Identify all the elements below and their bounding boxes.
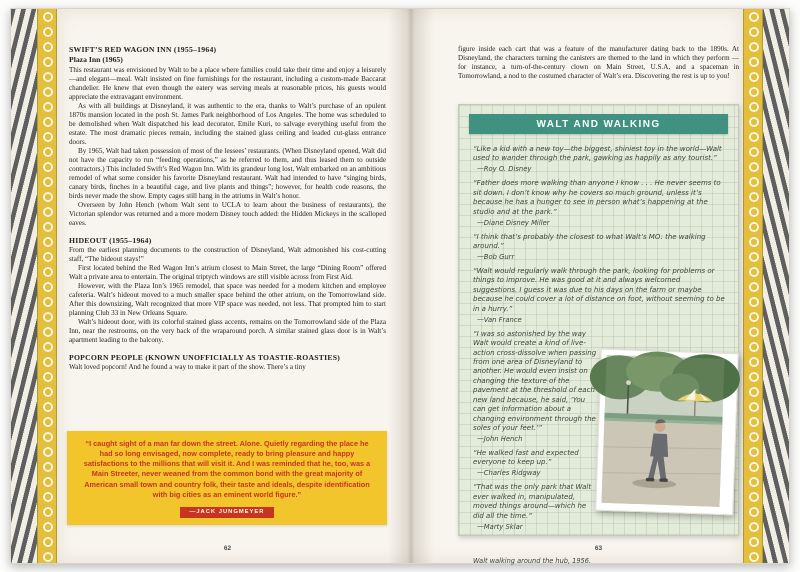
paragraph: Walt loved popcorn! And he found a way to make it part of the show. There’s a tiny [69,363,306,371]
continuation-paragraph: figure inside each cart that was a feature of the manufacturer dating back to the 1890s. At Disneyland, the characters turning the canisters are themed to the land in which they perform — for instance, a turn-of-the-century clown on Main Street, U.S.A, and a spaceman in Tomorrowland, a nod to the costumed character of Walt’s era. Discovering the rest is up to you! [458,45,739,80]
zigzag-stripe-pattern [763,9,789,563]
paragraph: Overseen by John Hench (whom Walt sent to UCLA to learn about the business of restaurants), the Victorian splendor was returned and a more modern Disney touch added: the Hidden Mickeys in the scalloped eaves. [69,201,386,227]
quote-text: “Father does more walking than anyone I know . . . He never seems to sit down. I don’t know why he covers so much ground, unless it’s because he has a hunger to see in person what’s happening at the studio and at the park.” [473,179,721,216]
paragraph: However, with the Plaza Inn’s 1965 remodel, that space was needed for a modern kitchen and employee cafeteria. Walt’s hideout moved to a much smaller space behind the other atrium, on the Tomorrowland side. After this downsizing, Walt recognized that more VIP space was needed, not less. That prompted him to start planning Club 33 in New Orleans Square. [69,282,386,317]
pull-quote-attribution: —JACK JUNGMEYER [180,507,275,518]
section-paragraphs [69,363,386,372]
sidebar-quote [473,330,597,443]
endpaper-pattern-right [743,9,789,563]
section-popcorn-people [69,353,386,372]
section-paragraphs [69,246,386,345]
open-pages [57,9,743,563]
quote-text: “I think that’s probably the closest to what Walt’s MO: the walking around.” [473,232,706,251]
page-gutter-shadow [388,9,434,563]
section-hideout [69,236,386,345]
walt-photo-illustration [601,355,724,507]
sidebar-quote [473,233,726,261]
yellow-rings-pattern [743,9,763,563]
paragraph: By 1965, Walt had taken possession of most of the lessees’ restaurants. (When Disneyland opened, Walt did not have the capacity to run “feeding operations,” as he referred to them, and thus leased them to outside contractors.) This included Swift’s Red Wagon Inn. With its grandeur long lost, Walt embarked on an ambitious remodel of what some consider his favorite Disneyland restaurant. Walt had intended to have “singing birds, canary birds, finches in a beautiful cage, and live plants and things”; however, for health code reasons, the birds never made the show. Empty cages still hang in the atriums in Walt’s honor. [69,147,386,200]
section-paragraphs [69,66,386,228]
section-heading: SWIFT’S RED WAGON INN (1955–1964) [69,45,217,54]
yellow-rings-pattern [37,9,57,563]
quote-attribution: —Van France [477,315,522,324]
pull-quote-text: “I caught sight of a man far down the street. Alone. Quietly regarding the place he had so long envisaged, now complete, ready to bring pleasure and happy satisfactions to the millions that will visit it. And I was reminded that he, too, was a Main Streeter, never weaned from the common bond with the great majority of American small town and country folk, their taste and ideals, despite identification with big cities as an eminent world figure.” [83,438,371,499]
sidebar-quote [473,145,726,173]
page-left-content [69,45,386,372]
sidebar-quote [473,483,597,530]
quote-text: “He walked fast and expected everyone to keep up.” [473,449,579,467]
section-heading: HIDEOUT (1955–1964) [69,236,152,245]
sidebar-quote [473,179,726,226]
quote-attribution: —Roy O. Disney [477,165,532,174]
section-heading: POPCORN PEOPLE (KNOWN UNOFFICIALLY AS TOASTIE-ROASTIES) [69,353,341,362]
endpaper-pattern-left [11,9,57,563]
paragraph: Walt’s hideout door, with its colorful stained glass accents, remains on the Tomorrowland side of the Plaza Inn, near the restrooms, on the very back of the wraparound porch. A similar stained glass door is in Walt’s apartment leading to the balcony. [69,318,386,344]
paragraph: From the earliest planning documents to the construction of Disneyland, Walt admonished his cost-cutting staff, “The hideout stays!” [69,246,386,263]
quote-text: “That was the only park that Walt ever walked in, manipulated, moved things around—which he did all the time.” [473,483,592,520]
quote-text: “Walt would regularly walk through the park, looking for problems or things to improve. He was good at it and always welcomed suggestions. I guess it was due to his days on the farm or maybe because he could cover a lot of distance on foot, without seeming to be in a hurry.” [473,267,725,313]
quote-attribution: —Diane Disney Miller [477,218,550,227]
quote-attribution: —Bob Gurr [477,253,515,261]
section-red-wagon-inn [69,45,386,228]
page-number-right: 63 [594,545,603,552]
photo-caption: Walt walking around the hub, 1956. [473,556,592,565]
sidebar-quote [473,449,597,477]
sidebar-quote [473,267,726,324]
paragraph: First located behind the Red Wagon Inn’s atrium closest to Main Street, the large “Dining Room” offered Walt a private area to entertain. The original triptych windows are still visible across from First Aid. [69,264,386,281]
walt-walking-photo [595,349,739,516]
paragraph: As with all buildings at Disneyland, it was authentic to the era, thanks to Walt’s purchase of an opulent 1870s mansion located in the posh St. James Park neighborhood of Los Angeles. The home was scheduled to be demolished when Walt dispatched his lead decorator, Emile Kuri, to salvage everything useful from the estate. The most dramatic pieces remain, including the stained glass ceiling and leaded cut-glass entrance doors. [69,102,386,146]
quote-attribution: —Marty Sklar [477,522,523,531]
page-number-left: 62 [223,545,232,552]
quote-text: “Like a kid with a new toy—the biggest, shiniest toy in the world—Walt used to wander through the park, gawking as happily as any tourist.” [473,145,722,163]
quote-attribution: —John Hench [477,435,523,443]
quote-attribution: —Charles Ridgway [477,469,541,478]
zigzag-stripe-pattern [11,9,37,563]
pull-quote-box [67,431,387,525]
section-subheading: Plaza Inn (1965) [69,55,123,64]
paragraph: This restaurant was envisioned by Walt to be a place where families could take their time and enjoy a leisurely—and elegant—meal. Walt insisted on fine furnishings for the restaurant, including a custom-made Baccarat chandelier. He knew that even though the eatery was serving meals at reasonable prices, his guests would appreciate the extravagant environment. [69,66,386,101]
sidebar-title: WALT AND WALKING [469,114,728,134]
quote-text: “I was so astonished by the way Walt would create a kind of live-action cross-dissolve when passing from one area of Disneyland to another. He would even insist on changing the texture of the pavement at the threshold of each new land because, he said, ‘You can get information about a changing environment through the soles of your feet.’” [473,329,597,433]
book-spread [10,8,790,564]
page-right-content [458,45,739,81]
